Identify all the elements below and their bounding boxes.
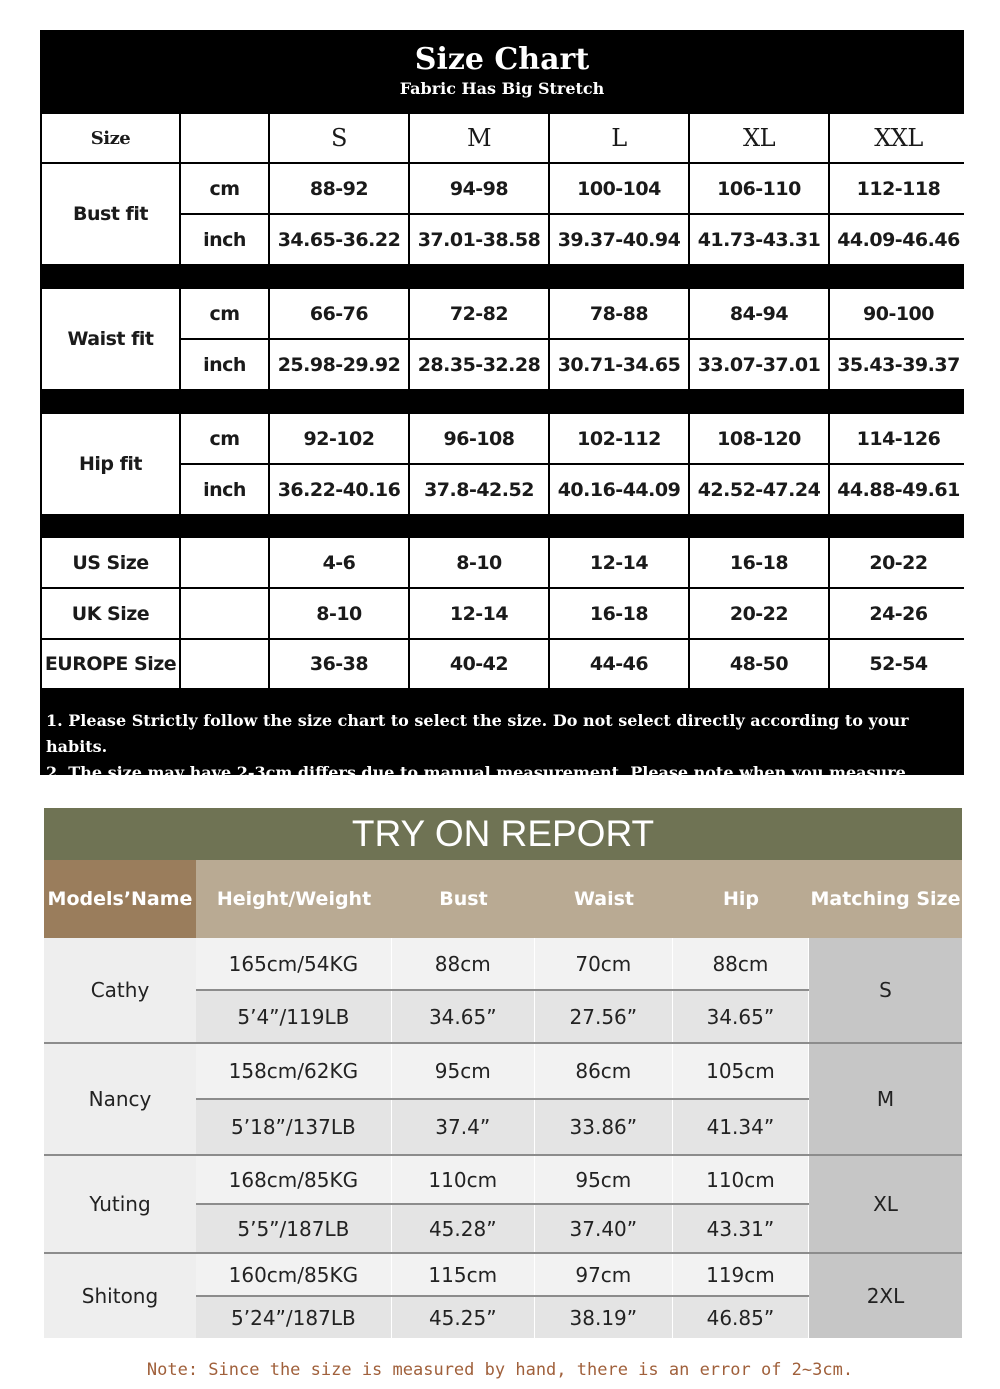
measurement-footnote: Note: Since the size is measured by hand, there is an error of 2~3cm. xyxy=(146,1360,854,1380)
size-chart-notes xyxy=(46,708,960,786)
bust-fit-group xyxy=(42,164,962,264)
hip-imperial: 41.34” xyxy=(673,1100,809,1154)
hip-imperial: 34.65” xyxy=(673,991,809,1042)
hip-cm-unit: cm xyxy=(181,414,268,463)
waist-inch-s: 25.98-29.92 xyxy=(270,340,408,389)
header-bust: Bust xyxy=(439,888,488,910)
waist-cm-s: 66-76 xyxy=(270,289,408,338)
hip-metric: 105cm xyxy=(673,1044,809,1098)
hip-cm-xl: 108-120 xyxy=(690,414,828,463)
uk-size-s: 8-10 xyxy=(270,589,408,638)
hip-inch-l: 40.16-44.09 xyxy=(550,465,688,514)
height-weight-metric: 165cm/54KG xyxy=(196,938,392,989)
model-row-yuting xyxy=(44,1154,962,1252)
note-2: 2. The size may have 2-3cm differs due to manual measurement. Please note when you measure. xyxy=(46,763,912,782)
size-chart-header xyxy=(40,30,964,112)
height-weight-imperial: 5’24”/187LB xyxy=(196,1297,392,1338)
matching-size: M xyxy=(809,1044,962,1154)
waist-fit-label: Waist fit xyxy=(42,289,179,389)
matching-size: S xyxy=(809,938,962,1042)
waist-metric: 95cm xyxy=(535,1156,673,1203)
try-on-title: TRY ON REPORT xyxy=(44,808,962,860)
us-size-xxl: 20-22 xyxy=(830,538,967,587)
height-weight-metric: 158cm/62KG xyxy=(196,1044,392,1098)
waist-cm-l: 78-88 xyxy=(550,289,688,338)
waist-imperial: 37.40” xyxy=(535,1205,673,1252)
model-name: Shitong xyxy=(44,1254,196,1338)
waist-cm-m: 72-82 xyxy=(410,289,548,338)
hip-fit-label: Hip fit xyxy=(42,414,179,514)
size-l-header: L xyxy=(550,114,688,162)
waist-metric: 70cm xyxy=(535,938,673,989)
matching-size: 2XL xyxy=(809,1254,962,1338)
height-weight-metric: 168cm/85KG xyxy=(196,1156,392,1203)
waist-inch-l: 30.71-34.65 xyxy=(550,340,688,389)
europe-size-label: EUROPE Size xyxy=(42,640,179,688)
hip-fit-group xyxy=(42,414,962,514)
size-chart xyxy=(40,30,964,782)
waist-cm-unit: cm xyxy=(181,289,268,338)
bust-inch-xl: 41.73-43.31 xyxy=(690,215,828,264)
size-header-row xyxy=(42,114,962,162)
bust-cm-unit: cm xyxy=(181,164,268,213)
matching-size: XL xyxy=(809,1156,962,1252)
europe-size-s: 36-38 xyxy=(270,640,408,688)
size-chart-subtitle: Fabric Has Big Stretch xyxy=(399,79,605,98)
us-size-m: 8-10 xyxy=(410,538,548,587)
size-label: Size xyxy=(42,114,179,162)
bust-metric: 88cm xyxy=(392,938,535,989)
uk-size-label: UK Size xyxy=(42,589,179,638)
model-row-nancy xyxy=(44,1042,962,1154)
header-hip: Hip xyxy=(722,888,759,910)
model-name: Cathy xyxy=(44,938,196,1042)
europe-size-m: 40-42 xyxy=(410,640,548,688)
europe-size-l: 44-46 xyxy=(550,640,688,688)
size-xxl-header: XXL xyxy=(830,114,967,162)
height-weight-imperial: 5’18”/137LB xyxy=(196,1100,392,1154)
waist-inch-xxl: 35.43-39.37 xyxy=(830,340,967,389)
waist-cm-xl: 84-94 xyxy=(690,289,828,338)
size-xl-header: XL xyxy=(690,114,828,162)
us-size-xl: 16-18 xyxy=(690,538,828,587)
header-height-weight: Height/Weight xyxy=(216,888,372,910)
bust-imperial: 34.65” xyxy=(392,991,535,1042)
bust-inch-m: 37.01-38.58 xyxy=(410,215,548,264)
hip-cm-s: 92-102 xyxy=(270,414,408,463)
report-header-row xyxy=(44,860,962,938)
hip-cm-xxl: 114-126 xyxy=(830,414,967,463)
unit-header xyxy=(181,114,268,162)
bust-inch-unit: inch xyxy=(181,215,268,264)
waist-imperial: 38.19” xyxy=(535,1297,673,1338)
waist-inch-unit: inch xyxy=(181,340,268,389)
bust-inch-s: 34.65-36.22 xyxy=(270,215,408,264)
model-name: Yuting xyxy=(44,1156,196,1252)
hip-cm-l: 102-112 xyxy=(550,414,688,463)
bust-inch-xxl: 44.09-46.46 xyxy=(830,215,967,264)
bust-inch-l: 39.37-40.94 xyxy=(550,215,688,264)
waist-imperial: 27.56” xyxy=(535,991,673,1042)
hip-metric: 88cm xyxy=(673,938,809,989)
bust-metric: 95cm xyxy=(392,1044,535,1098)
uk-size-unit xyxy=(181,589,268,638)
us-size-l: 12-14 xyxy=(550,538,688,587)
hip-inch-m: 37.8-42.52 xyxy=(410,465,548,514)
bust-cm-xxl: 112-118 xyxy=(830,164,967,213)
hip-imperial: 46.85” xyxy=(673,1297,809,1338)
bust-cm-l: 100-104 xyxy=(550,164,688,213)
size-m-header: M xyxy=(410,114,548,162)
height-weight-imperial: 5’5”/187LB xyxy=(196,1205,392,1252)
waist-metric: 97cm xyxy=(535,1254,673,1295)
bust-metric: 110cm xyxy=(392,1156,535,1203)
model-name: Nancy xyxy=(44,1044,196,1154)
bust-cm-s: 88-92 xyxy=(270,164,408,213)
regional-size-group xyxy=(42,538,962,688)
uk-size-xxl: 24-26 xyxy=(830,589,967,638)
height-weight-metric: 160cm/85KG xyxy=(196,1254,392,1295)
waist-imperial: 33.86” xyxy=(535,1100,673,1154)
waist-fit-group xyxy=(42,289,962,389)
europe-size-xl: 48-50 xyxy=(690,640,828,688)
us-size-label: US Size xyxy=(42,538,179,587)
hip-inch-xxl: 44.88-49.61 xyxy=(830,465,967,514)
europe-size-unit xyxy=(181,640,268,688)
bust-fit-label: Bust fit xyxy=(42,164,179,264)
waist-metric: 86cm xyxy=(535,1044,673,1098)
model-row-shitong xyxy=(44,1252,962,1338)
bust-imperial: 45.28” xyxy=(392,1205,535,1252)
hip-imperial: 43.31” xyxy=(673,1205,809,1252)
model-row-cathy xyxy=(44,938,962,1042)
waist-inch-xl: 33.07-37.01 xyxy=(690,340,828,389)
hip-metric: 119cm xyxy=(673,1254,809,1295)
waist-cm-xxl: 90-100 xyxy=(830,289,967,338)
bust-metric: 115cm xyxy=(392,1254,535,1295)
height-weight-imperial: 5’4”/119LB xyxy=(196,991,392,1042)
hip-inch-unit: inch xyxy=(181,465,268,514)
header-matching-size: Matching Size xyxy=(810,888,961,910)
waist-inch-m: 28.35-32.28 xyxy=(410,340,548,389)
hip-inch-xl: 42.52-47.24 xyxy=(690,465,828,514)
bust-imperial: 45.25” xyxy=(392,1297,535,1338)
hip-cm-m: 96-108 xyxy=(410,414,548,463)
us-size-unit xyxy=(181,538,268,587)
size-chart-title: Size Chart xyxy=(414,42,590,77)
size-s-header: S xyxy=(270,114,408,162)
bust-cm-xl: 106-110 xyxy=(690,164,828,213)
uk-size-m: 12-14 xyxy=(410,589,548,638)
bust-imperial: 37.4” xyxy=(392,1100,535,1154)
europe-size-xxl: 52-54 xyxy=(830,640,967,688)
hip-inch-s: 36.22-40.16 xyxy=(270,465,408,514)
note-1: 1. Please Strictly follow the size chart to select the size. Do not select directly according to your habits. xyxy=(46,711,909,756)
header-models-name: Models’Name xyxy=(44,860,196,938)
uk-size-l: 16-18 xyxy=(550,589,688,638)
try-on-report xyxy=(44,808,962,1338)
uk-size-xl: 20-22 xyxy=(690,589,828,638)
bust-cm-m: 94-98 xyxy=(410,164,548,213)
us-size-s: 4-6 xyxy=(270,538,408,587)
header-waist: Waist xyxy=(573,888,634,910)
hip-metric: 110cm xyxy=(673,1156,809,1203)
